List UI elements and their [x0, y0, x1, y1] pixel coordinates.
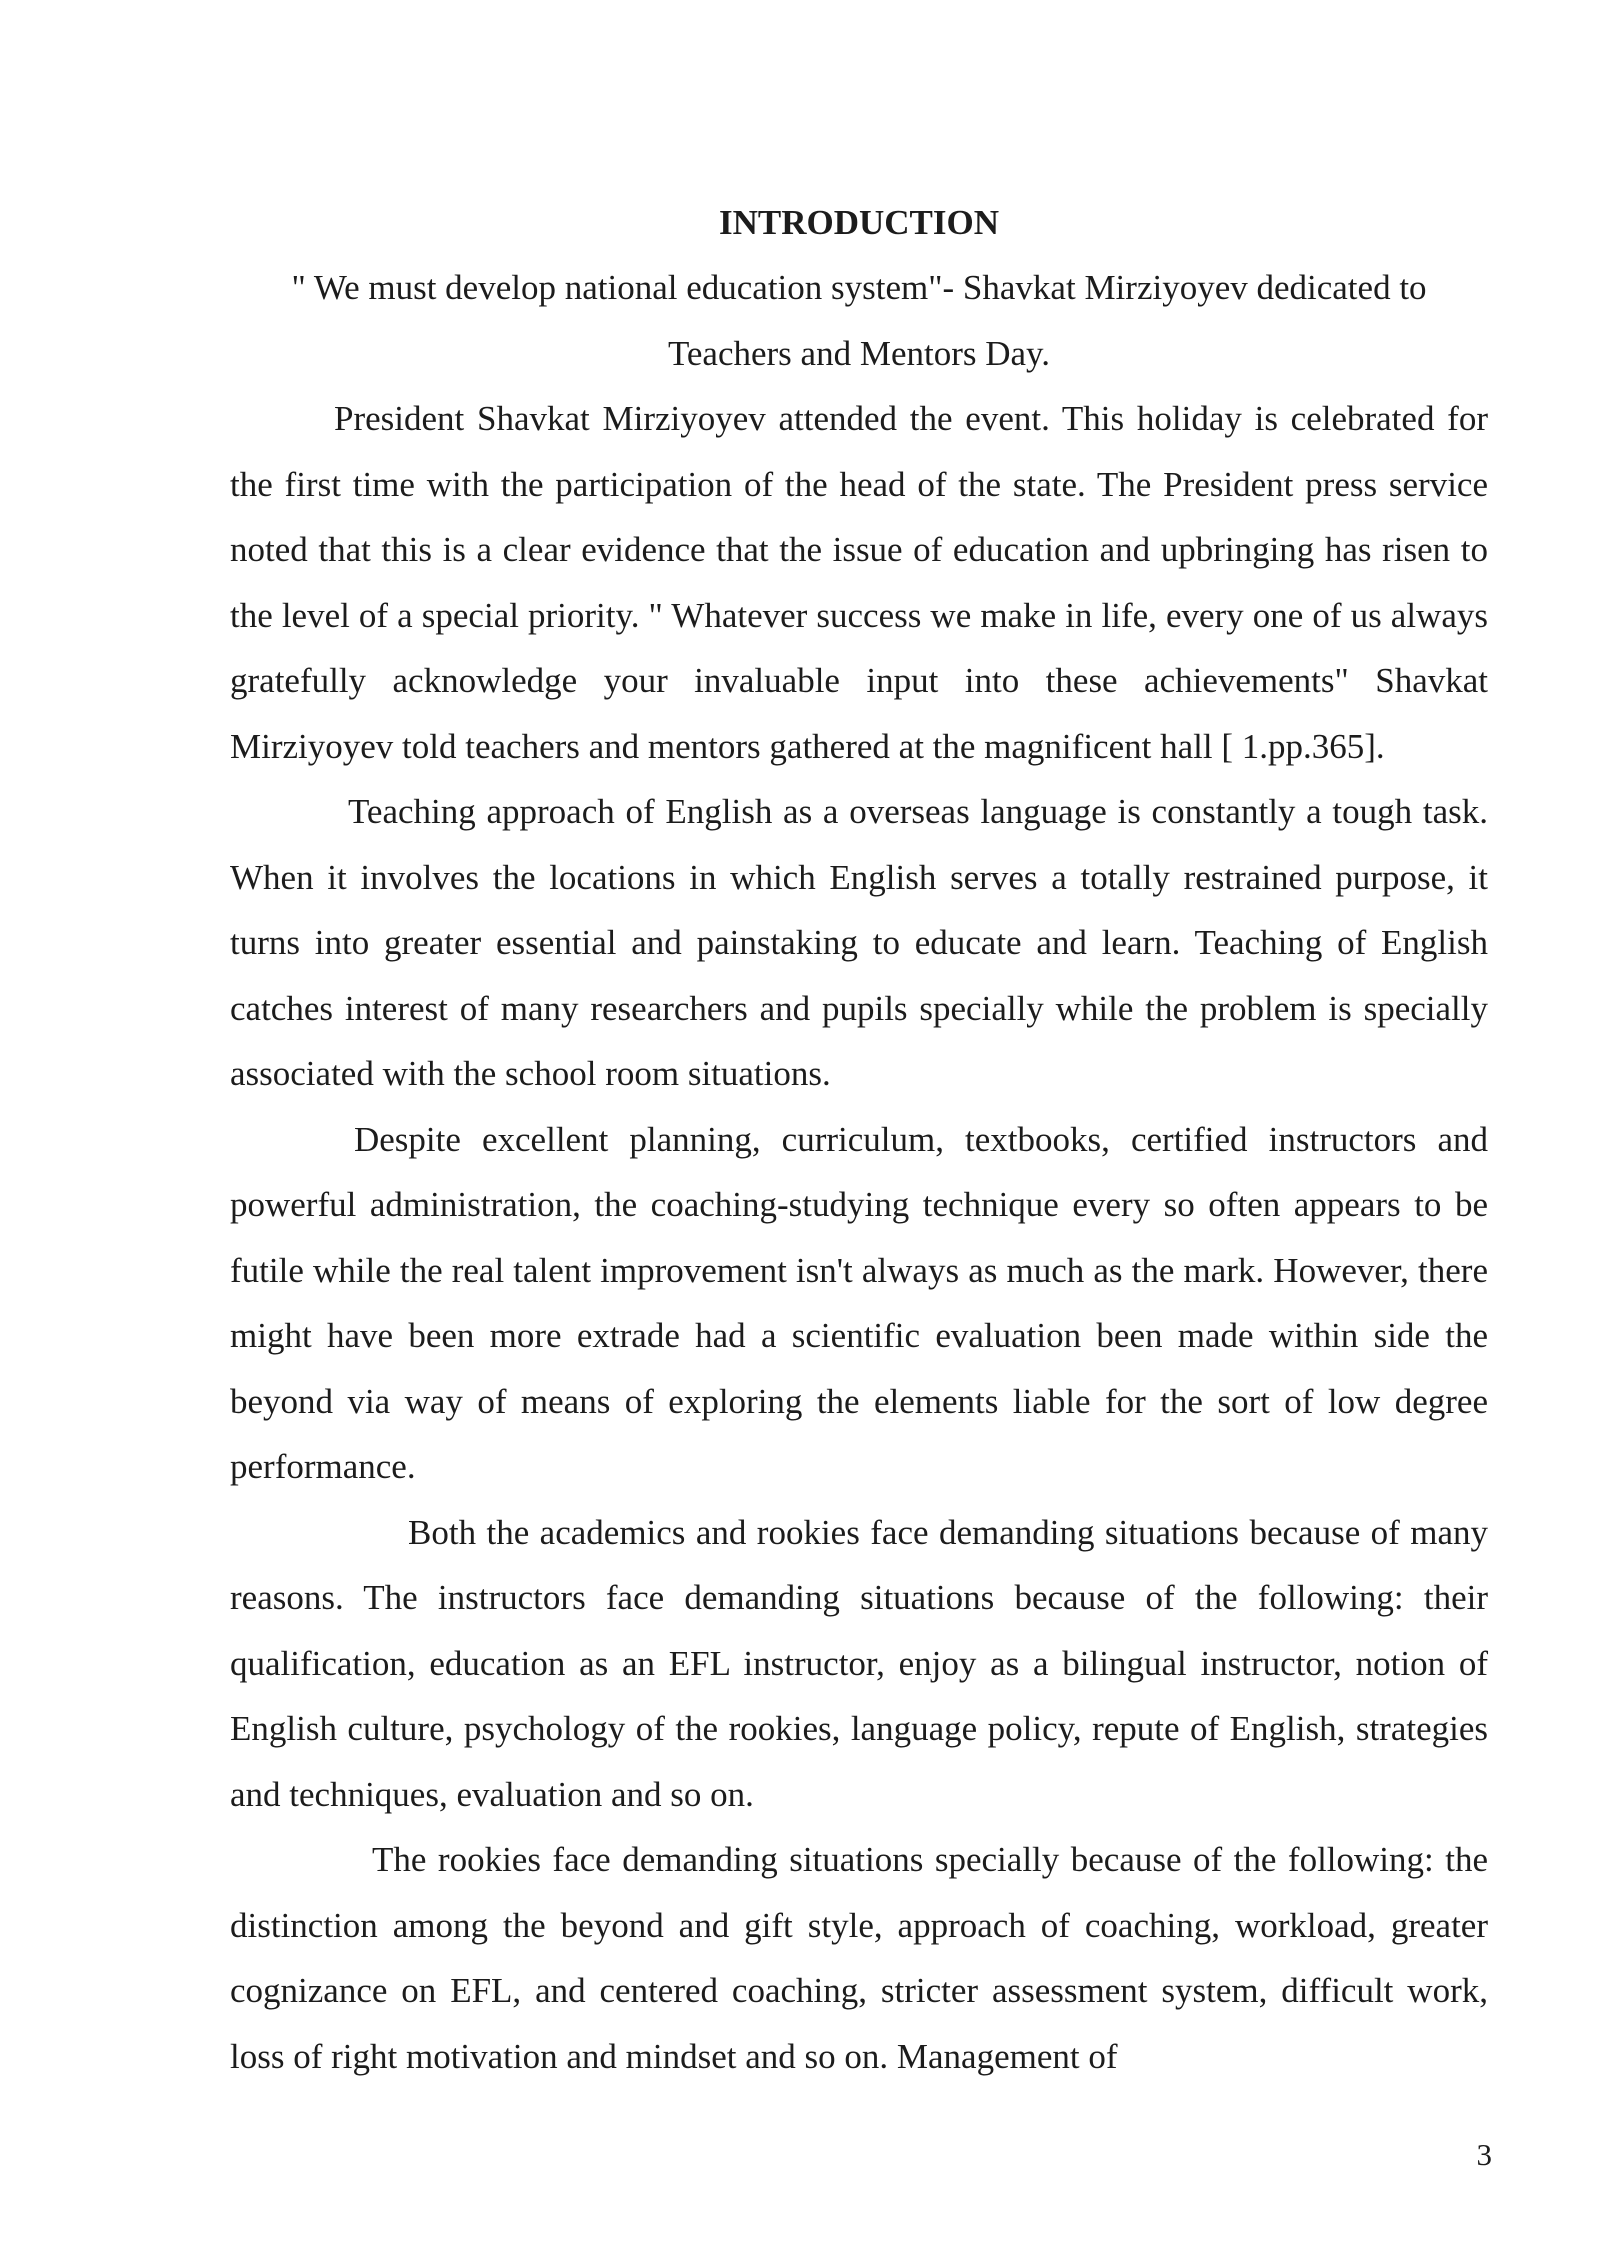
paragraph-2: Teaching approach of English as a overseas language is constantly a tough task. When it involves the locations in which English serves a totally restrained purpose, it turns into greater essential and painstaking to educate and learn. Teaching of English catches interest of many researchers and pupils specially while the problem is specially associated with the school room situations. [230, 792, 1488, 1093]
paragraph-4: Both the academics and rookies face demanding situations because of many reasons. The instructors face demanding situations because of the following: their qualification, education as an EFL instructor, enjoy as a bilingual instructor, notion of English culture, psychology of the rookies, language policy, repute of English, strategies and techniques, evaluation and so on. [230, 1512, 1488, 1814]
page-number: 3 [1476, 2137, 1492, 2172]
epigraph-quote: " We must develop national education system"- Shavkat Mirziyoyev dedicated to Teachers and Mentors Day. [291, 268, 1427, 373]
chapter-heading: INTRODUCTION [718, 203, 1000, 242]
paragraph-1: President Shavkat Mirziyoyev attended the event. This holiday is celebrated for the first time with the participation of the head of the state. The President press service noted that this is a clear evidence that the issue of education and upbringing has risen to the level of a special priority. " Whatever success we make in life, every one of us always gratefully acknowledge your invaluable input into these achievements" Shavkat Mirziyoyev told teachers and mentors gathered at the magnificent hall [ 1.pp.365]. [230, 399, 1488, 766]
document-page [230, 190, 1488, 2089]
paragraph-3: Despite excellent planning, curriculum, textbooks, certified instructors and powerful administration, the coaching-studying technique every so often appears to be futile while the real talent improvement isn't always as much as the mark. However, there might have been more extrade had a scientific evaluation been made within side the beyond via way of means of exploring the elements liable for the sort of low degree performance. [230, 1119, 1488, 1486]
paragraph-5: The rookies face demanding situations specially because of the following: the distinction among the beyond and gift style, approach of coaching, workload, greater cognizance on EFL, and centered coaching, stricter assessment system, difficult work, loss of right motivation and mindset and so on. Management of [230, 1840, 1488, 2076]
